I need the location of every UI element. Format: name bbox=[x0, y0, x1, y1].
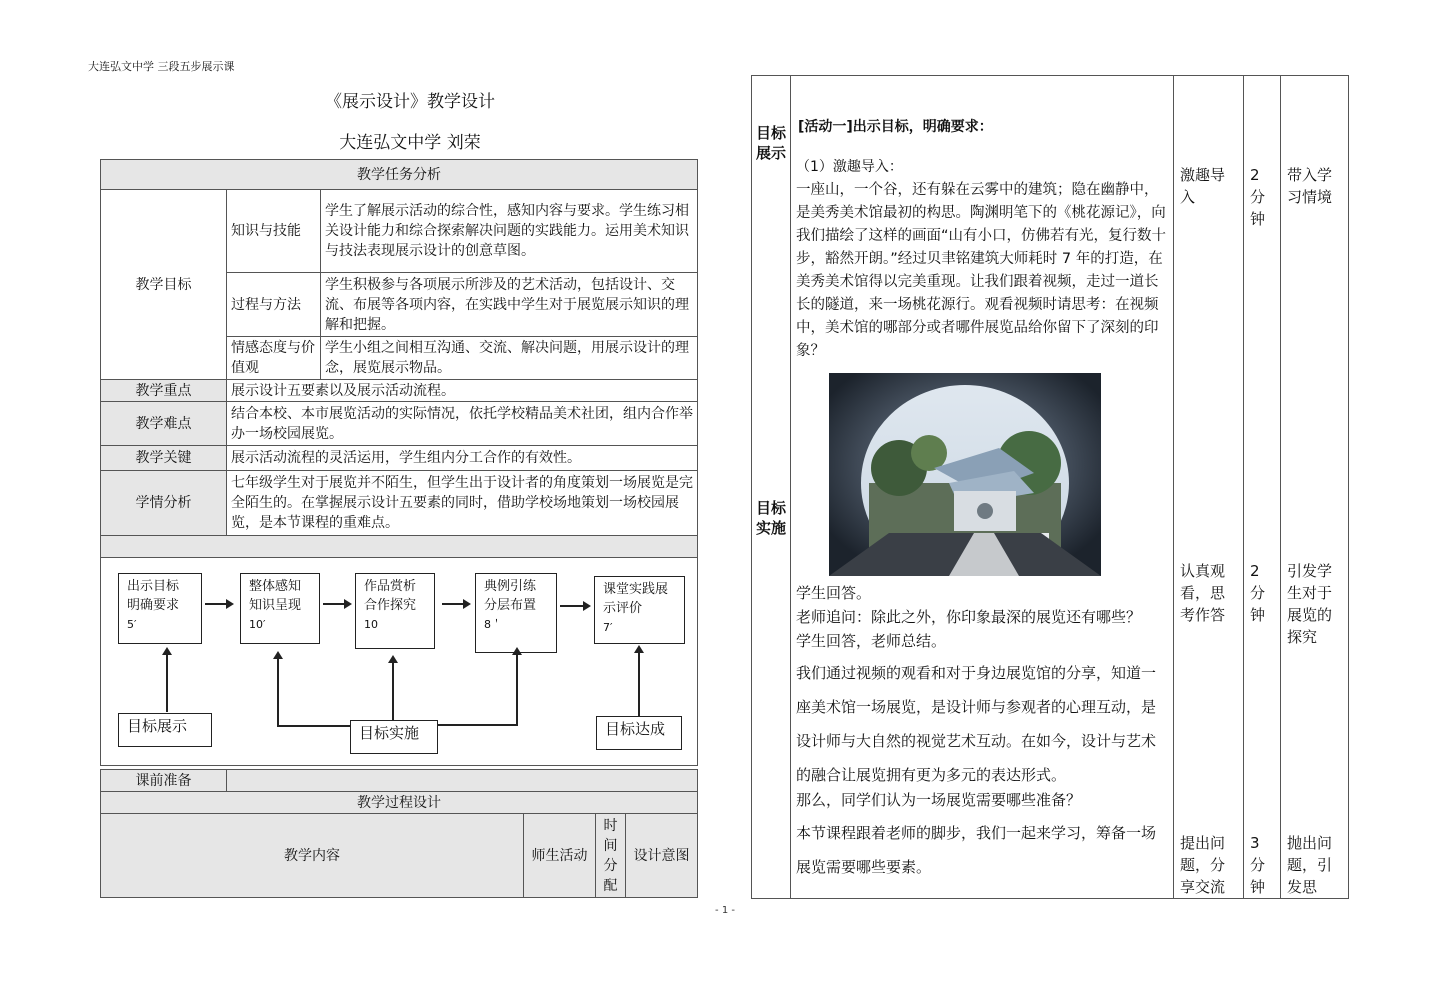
document-subtitle: 大连弘文中学 刘荣 bbox=[339, 133, 481, 153]
stage-label: 目标实施 bbox=[755, 499, 786, 537]
flow-step: 作品赏析 合作探究 10 bbox=[355, 573, 435, 649]
column-divider bbox=[1280, 76, 1281, 898]
closing-text: 本节课程跟着老师的脚步，我们一起来学习，筹备一场展览需要哪些要素。 bbox=[796, 824, 1157, 876]
column-divider bbox=[790, 76, 791, 898]
student-reply: 学生回答。 bbox=[796, 584, 872, 602]
intent-cell: 抛出问题，引发思 bbox=[1287, 834, 1333, 896]
goals-label: 教学目标 bbox=[101, 190, 227, 380]
key-point-label: 教学重点 bbox=[101, 380, 227, 402]
page-header: 大连弘文中学 三段五步展示课 bbox=[88, 60, 235, 73]
arrow-head bbox=[273, 651, 283, 659]
goal-label: 过程与方法 bbox=[227, 273, 321, 337]
connector-line bbox=[638, 652, 640, 716]
difficulty-label: 教学难点 bbox=[101, 402, 227, 446]
arrow-head bbox=[583, 601, 591, 611]
activity-step: （1）激趣导入： bbox=[796, 159, 903, 175]
activity-cell: 激趣导入 bbox=[1180, 166, 1226, 206]
activity-table bbox=[751, 75, 1349, 899]
prep-label: 课前准备 bbox=[101, 770, 227, 792]
goal-text: 学生积极参与各项展示所涉及的艺术活动，包括设计、交流、布展等各项内容，在实践中学生对于展览展示知识的理解和把握。 bbox=[321, 273, 698, 337]
column-divider bbox=[1243, 76, 1244, 898]
connector-line bbox=[516, 654, 518, 725]
time-cell: 3分钟 bbox=[1250, 834, 1266, 896]
learner-analysis-text: 七年级学生对于展览并不陌生，但学生出于设计者的角度策划一场展览是完全陌生的。在掌握展示设计五要素的同时，借助学校场地策划一场校园展览，是本节课程的重难点。 bbox=[227, 471, 698, 536]
learner-analysis-label: 学情分析 bbox=[101, 471, 227, 536]
key-label: 教学关键 bbox=[101, 446, 227, 471]
arrow-head bbox=[162, 647, 172, 655]
intent-cell: 引发学生对于展览的探究 bbox=[1287, 562, 1333, 646]
arrow-head bbox=[463, 599, 471, 609]
key-text: 展示活动流程的灵活运用，学生组内分工合作的有效性。 bbox=[227, 446, 698, 471]
blank-row bbox=[101, 536, 698, 558]
task-analysis-heading: 教学任务分析 bbox=[101, 160, 698, 190]
goal-label: 知识与技能 bbox=[227, 190, 321, 273]
stage-box: 目标展示 bbox=[118, 713, 212, 747]
arrow-head bbox=[344, 599, 352, 609]
stage-box: 目标达成 bbox=[596, 716, 682, 750]
intent-cell: 带入学习情境 bbox=[1287, 166, 1333, 206]
process-table bbox=[100, 769, 698, 898]
page-number: - 1 - bbox=[715, 905, 735, 916]
difficulty-text: 结合本校、本市展览活动的实际情况，依托学校精品美术社团，组内合作举办一场校园展览。 bbox=[227, 402, 698, 446]
column-divider bbox=[1173, 76, 1174, 898]
intro-text: 一座山，一个谷，还有躲在云雾中的建筑；隐在幽静中，是美秀美术馆最初的构思。陶渊明笔下的《桃花源记》，向我们描绘了这样的画面“山有小口，仿佛若有光，复行数十步，豁然开朗。”经过贝聿铭建筑大师耗时 7 年的打造，在美秀美术馆得以完美重现。让我们跟着视频，走过一道长长的隧道，来一场桃花源行。观看视频时请思考：在视频中，美术馆的哪部分或者哪件展览品给你留下了深刻的印象？ bbox=[796, 182, 1167, 359]
key-point-text: 展示设计五要素以及展示活动流程。 bbox=[227, 380, 698, 402]
flow-step: 出示目标 明确要求 5′ bbox=[118, 573, 202, 644]
activity-cell: 认真观看，思考作答 bbox=[1180, 562, 1226, 624]
arrow-head bbox=[388, 655, 398, 663]
connector-line bbox=[438, 724, 518, 726]
col-content: 教学内容 bbox=[101, 814, 524, 898]
col-time: 时间分配 bbox=[596, 814, 626, 898]
col-activity: 师生活动 bbox=[524, 814, 596, 898]
connector-line bbox=[277, 658, 279, 726]
process-heading: 教学过程设计 bbox=[101, 792, 698, 814]
time-cell: 2分钟 bbox=[1250, 166, 1266, 228]
document-title: 《展示设计》教学设计 bbox=[325, 92, 495, 112]
activity-title: [活动一]出示目标，明确要求： bbox=[798, 119, 993, 135]
arrow-head bbox=[634, 645, 644, 653]
museum-tunnel-photo bbox=[829, 373, 1101, 576]
question-text: 那么，同学们认为一场展览需要哪些准备？ bbox=[796, 791, 1082, 809]
teacher-followup: 老师追问：除此之外，你印象最深的展览还有哪些？ bbox=[796, 608, 1142, 626]
goal-label: 情感态度与价值观 bbox=[227, 337, 321, 380]
student-reply: 学生回答，老师总结。 bbox=[796, 632, 947, 650]
flow-step: 典例引练 分层布置 8＇ bbox=[475, 573, 557, 653]
flow-arrow bbox=[323, 603, 345, 605]
stage-label: 目标展示 bbox=[755, 124, 786, 162]
connector-line bbox=[392, 663, 394, 720]
connector-line bbox=[277, 725, 350, 727]
arrow-head bbox=[226, 599, 234, 609]
flow-step: 课堂实践展 示评价 7′ bbox=[594, 576, 685, 644]
stage-box: 目标实施 bbox=[350, 720, 438, 754]
task-analysis-table bbox=[100, 159, 698, 766]
flow-arrow bbox=[560, 605, 584, 607]
col-intent: 设计意图 bbox=[626, 814, 698, 898]
goal-text: 学生小组之间相互沟通、交流、解决问题，用展示设计的理念，展览展示物品。 bbox=[321, 337, 698, 380]
flow-step: 整体感知 知识呈现 10′ bbox=[240, 573, 320, 644]
flow-arrow bbox=[442, 603, 464, 605]
activity-cell: 提出问题，分享交流 bbox=[1180, 834, 1226, 896]
prep-value bbox=[227, 770, 698, 792]
time-cell: 2分钟 bbox=[1250, 562, 1266, 624]
connector-line bbox=[166, 654, 168, 712]
arrow-head bbox=[512, 647, 522, 655]
flow-arrow bbox=[205, 603, 227, 605]
summary-text: 我们通过视频的观看和对于身边展览馆的分享，知道一座美术馆一场展览，是设计师与参观者的心理互动，是设计师与大自然的视觉艺术互动。在如今，设计与艺术的融合让展览拥有更为多元的表达形式。 bbox=[796, 664, 1157, 784]
goal-text: 学生了解展示活动的综合性，感知内容与要求。学生练习相关设计能力和综合探索解决问题的实践能力。运用美术知识与技法表现展示设计的创意草图。 bbox=[321, 190, 698, 273]
